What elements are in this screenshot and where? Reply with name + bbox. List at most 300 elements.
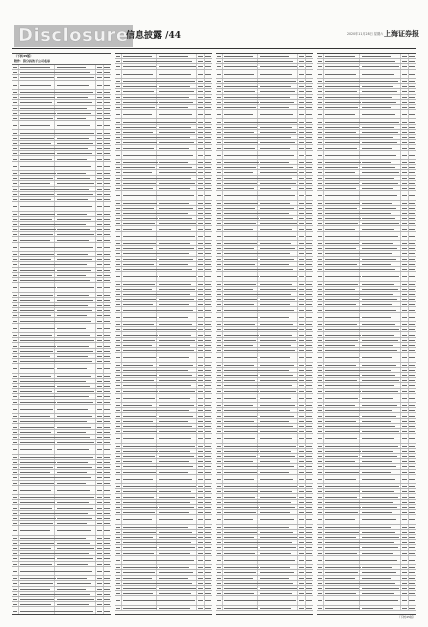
cell-text xyxy=(306,370,312,371)
table-cell-divider xyxy=(121,459,122,463)
cell-text xyxy=(13,356,17,357)
table-cell-divider xyxy=(18,470,19,474)
table-cell-divider xyxy=(222,211,223,215)
cell-text xyxy=(97,108,102,109)
table-row xyxy=(115,606,212,611)
cell-text xyxy=(362,479,396,480)
cell-text xyxy=(362,426,396,427)
cell-text xyxy=(224,107,256,108)
cell-text xyxy=(409,560,415,561)
cell-text xyxy=(217,253,221,254)
table-cell-divider xyxy=(323,494,324,498)
cell-text xyxy=(306,148,312,149)
table-cell-divider xyxy=(323,322,324,326)
cell-text xyxy=(299,223,304,224)
table-cell-divider xyxy=(54,424,55,428)
table-cell-divider xyxy=(222,591,223,595)
cell-text xyxy=(205,421,211,422)
cell-text xyxy=(299,178,304,179)
cell-text xyxy=(198,229,203,230)
cell-text xyxy=(409,317,415,318)
table-cell-divider xyxy=(222,262,223,266)
table-cell-divider xyxy=(359,510,360,514)
cell-text xyxy=(205,218,211,219)
table-cell-divider xyxy=(323,59,324,63)
cell-text xyxy=(97,315,102,316)
cell-text xyxy=(198,183,203,184)
cell-text xyxy=(260,405,295,406)
cell-text xyxy=(116,183,120,184)
cell-text xyxy=(224,66,257,67)
table-cell-divider xyxy=(18,324,19,332)
cell-text xyxy=(402,507,407,508)
cell-text xyxy=(159,572,193,573)
table-cell-divider xyxy=(222,540,223,544)
cell-text xyxy=(198,345,203,346)
table-cell-divider xyxy=(257,206,258,210)
cell-text xyxy=(116,284,120,285)
table-row xyxy=(317,596,416,605)
cell-text xyxy=(57,259,93,260)
cell-text xyxy=(13,416,17,417)
table-cell-divider xyxy=(54,486,55,494)
cell-text xyxy=(116,74,120,75)
cell-text xyxy=(159,438,191,439)
cell-text xyxy=(409,142,415,143)
cell-text xyxy=(205,385,211,386)
table-cell-divider xyxy=(54,526,55,534)
table-cell-divider xyxy=(257,282,258,286)
cell-text xyxy=(306,416,312,417)
cell-text xyxy=(104,240,110,241)
cell-text xyxy=(325,479,356,480)
cell-text xyxy=(325,593,356,594)
table-cell-divider xyxy=(121,565,122,569)
table-cell-divider xyxy=(54,136,55,140)
cell-text xyxy=(198,593,203,594)
cell-text xyxy=(362,132,399,133)
cell-text xyxy=(97,214,102,215)
table-row xyxy=(216,556,313,565)
cell-text xyxy=(198,410,203,411)
cell-text xyxy=(299,122,304,123)
table-cell-divider xyxy=(18,156,19,160)
cell-text xyxy=(20,361,57,362)
cell-text xyxy=(318,81,322,82)
cell-text xyxy=(104,295,110,296)
cell-text xyxy=(299,253,304,254)
table-cell-divider xyxy=(156,105,157,109)
cell-text xyxy=(299,421,304,422)
cell-text xyxy=(325,578,355,579)
cell-text xyxy=(325,61,362,62)
cell-text xyxy=(123,162,158,163)
cell-text xyxy=(123,253,160,254)
table-cell-divider xyxy=(156,64,157,68)
cell-text xyxy=(402,578,407,579)
cell-text xyxy=(159,294,190,295)
cell-text xyxy=(13,229,17,230)
table-cell-divider xyxy=(323,576,324,580)
cell-text xyxy=(198,81,203,82)
table-cell-divider xyxy=(359,475,360,483)
cell-text xyxy=(299,127,304,128)
table-cell-divider xyxy=(54,414,55,418)
cell-text xyxy=(318,195,322,196)
table-cell-divider xyxy=(323,591,324,595)
cell-text xyxy=(159,208,193,209)
table-cell-divider xyxy=(121,419,122,423)
cell-text xyxy=(260,519,294,520)
cell-text xyxy=(299,365,304,366)
cell-text xyxy=(362,269,396,270)
cell-text xyxy=(318,345,322,346)
table-cell-divider xyxy=(323,540,324,544)
cell-text xyxy=(217,97,221,98)
table-row xyxy=(12,243,111,252)
cell-text xyxy=(409,405,415,406)
cell-text xyxy=(362,350,398,351)
table-cell-divider xyxy=(54,217,55,221)
cell-text xyxy=(224,542,261,543)
cell-text xyxy=(198,299,203,300)
cell-text xyxy=(299,600,304,601)
table-cell-divider xyxy=(222,221,223,225)
table-cell-divider xyxy=(18,303,19,307)
cell-text xyxy=(159,491,191,492)
table-cell-divider xyxy=(257,576,258,580)
cell-text xyxy=(306,294,312,295)
cell-text xyxy=(205,350,211,351)
cell-text xyxy=(104,416,110,417)
cell-text xyxy=(104,457,110,458)
cell-text xyxy=(325,398,358,399)
table-cell-divider xyxy=(222,297,223,301)
cell-text xyxy=(325,142,360,143)
table-cell-divider xyxy=(323,489,324,493)
cell-text xyxy=(20,604,51,605)
cell-text xyxy=(260,264,289,265)
cell-text xyxy=(123,567,158,568)
table-cell-divider xyxy=(18,298,19,302)
table-cell-divider xyxy=(323,165,324,169)
table-cell-divider xyxy=(222,565,223,569)
table-column-1 xyxy=(12,53,111,615)
cell-text xyxy=(205,66,211,67)
cell-text xyxy=(260,512,290,513)
table-cell-divider xyxy=(222,322,223,326)
table-cell-divider xyxy=(54,562,55,566)
cell-text xyxy=(20,178,53,179)
cell-text xyxy=(20,335,52,336)
cell-text xyxy=(217,299,221,300)
cell-text xyxy=(362,299,398,300)
cell-text xyxy=(123,578,152,579)
cell-text xyxy=(409,218,415,219)
cell-text xyxy=(57,497,95,498)
cell-text xyxy=(104,166,110,167)
table-row xyxy=(216,313,313,322)
table-cell-divider xyxy=(323,95,324,99)
cell-text xyxy=(159,218,192,219)
cell-text xyxy=(217,137,221,138)
cell-text xyxy=(402,162,407,163)
table-cell-divider xyxy=(121,348,122,352)
cell-text xyxy=(116,132,120,133)
cell-text xyxy=(260,391,296,392)
cell-text xyxy=(217,451,221,452)
cell-text xyxy=(13,108,17,109)
cell-text xyxy=(20,143,51,144)
cell-text xyxy=(224,335,259,336)
table-cell-divider xyxy=(359,434,360,442)
cell-text xyxy=(20,310,54,311)
cell-text xyxy=(318,317,322,318)
cell-text xyxy=(260,446,296,447)
cell-text xyxy=(198,385,203,386)
cell-text xyxy=(217,223,221,224)
cell-text xyxy=(260,553,291,554)
table-row xyxy=(216,515,313,524)
cell-text xyxy=(402,218,407,219)
cell-text xyxy=(205,81,211,82)
table-cell-divider xyxy=(359,413,360,417)
cell-text xyxy=(57,143,94,144)
cell-text xyxy=(306,502,312,503)
cell-text xyxy=(402,114,407,115)
cell-text xyxy=(402,188,407,189)
cell-text xyxy=(205,588,211,589)
cell-text xyxy=(299,345,304,346)
cell-text xyxy=(104,523,110,524)
table-cell-divider xyxy=(156,241,157,245)
cell-text xyxy=(116,370,120,371)
cell-text xyxy=(402,385,407,386)
cell-text xyxy=(159,416,193,417)
cell-text xyxy=(205,572,211,573)
cell-text xyxy=(116,365,120,366)
cell-text xyxy=(318,472,322,473)
cell-text xyxy=(402,276,407,277)
cell-text xyxy=(299,142,304,143)
cell-text xyxy=(224,243,257,244)
cell-text xyxy=(299,588,304,589)
cell-text xyxy=(123,486,160,487)
cell-text xyxy=(57,594,91,595)
table-cell-divider xyxy=(222,394,223,402)
cell-text xyxy=(20,199,51,200)
cell-text xyxy=(325,335,361,336)
cell-text xyxy=(306,329,312,330)
cell-text xyxy=(13,183,17,184)
cell-text xyxy=(159,340,195,341)
cell-text xyxy=(224,451,259,452)
cell-text xyxy=(260,310,294,311)
cell-text xyxy=(104,264,110,265)
cell-text xyxy=(123,223,155,224)
paper-name: 上海证券报 xyxy=(384,29,419,38)
cell-text xyxy=(318,350,322,351)
cell-text xyxy=(260,213,289,214)
cell-text xyxy=(57,138,90,139)
table-cell-divider xyxy=(54,349,55,353)
table-cell-divider xyxy=(257,170,258,174)
cell-text xyxy=(306,195,312,196)
cell-text xyxy=(217,188,221,189)
cell-text xyxy=(104,477,110,478)
cell-text xyxy=(198,310,203,311)
cell-text xyxy=(123,491,157,492)
cell-text xyxy=(306,203,312,204)
cell-text xyxy=(20,583,53,584)
cell-text xyxy=(362,438,395,439)
cell-text xyxy=(318,438,322,439)
table-cell-divider xyxy=(257,246,258,250)
cell-text xyxy=(104,92,110,93)
cell-text xyxy=(299,229,304,230)
cell-text xyxy=(198,405,203,406)
cell-text xyxy=(402,375,407,376)
cell-text xyxy=(205,195,211,196)
cell-text xyxy=(299,542,304,543)
table-cell-divider xyxy=(121,64,122,68)
table-row xyxy=(12,526,111,535)
cell-text xyxy=(217,472,221,473)
table-cell-divider xyxy=(323,459,324,463)
cell-text xyxy=(198,289,203,290)
cell-text xyxy=(260,380,297,381)
cell-text xyxy=(325,218,361,219)
cell-text xyxy=(116,223,120,224)
cell-text xyxy=(198,248,203,249)
table-cell-divider xyxy=(323,176,324,180)
cell-text xyxy=(57,442,95,443)
cell-text xyxy=(13,153,17,154)
cell-text xyxy=(402,317,407,318)
cell-text xyxy=(97,578,102,579)
cell-text xyxy=(306,537,312,538)
table-cell-divider xyxy=(156,181,157,185)
table-cell-divider xyxy=(18,232,19,236)
cell-text xyxy=(260,259,294,260)
cell-text xyxy=(123,213,161,214)
cell-text xyxy=(198,172,203,173)
table-cell-divider xyxy=(257,322,258,326)
cell-text xyxy=(57,553,90,554)
cell-text xyxy=(20,264,58,265)
cell-text xyxy=(205,317,211,318)
cell-text xyxy=(306,380,312,381)
table-cell-divider xyxy=(222,332,223,336)
table-cell-divider xyxy=(257,394,258,402)
cell-text xyxy=(205,310,211,311)
cell-text xyxy=(13,340,17,341)
cell-text xyxy=(362,276,400,277)
table-rows xyxy=(216,54,313,611)
table-cell-divider xyxy=(222,186,223,190)
cell-text xyxy=(318,218,322,219)
cell-text xyxy=(306,56,312,57)
cell-text xyxy=(402,178,407,179)
cell-text xyxy=(409,532,415,533)
cell-text xyxy=(325,537,356,538)
cell-text xyxy=(116,213,120,214)
cell-text xyxy=(13,214,17,215)
cell-text xyxy=(306,600,312,601)
cell-text xyxy=(362,345,394,346)
table-cell-divider xyxy=(222,454,223,458)
cell-text xyxy=(325,502,364,503)
table-cell-divider xyxy=(54,597,55,601)
cell-text xyxy=(104,118,110,119)
cell-text xyxy=(97,270,102,271)
cell-text xyxy=(13,259,17,260)
cell-text xyxy=(57,300,94,301)
cell-text xyxy=(409,357,415,358)
cell-text xyxy=(217,547,221,548)
cell-text xyxy=(224,86,258,87)
cell-text xyxy=(409,512,415,513)
cell-text xyxy=(217,61,221,62)
cell-text xyxy=(159,213,188,214)
cell-text xyxy=(20,508,52,509)
cell-text xyxy=(198,317,203,318)
cell-text xyxy=(205,466,211,467)
cell-text xyxy=(104,224,110,225)
table-cell-divider xyxy=(18,283,19,291)
cell-text xyxy=(299,188,304,189)
cell-text xyxy=(20,346,56,347)
cell-text xyxy=(57,340,95,341)
cell-text xyxy=(205,162,211,163)
cell-text xyxy=(362,259,397,260)
cell-text xyxy=(97,300,102,301)
cell-text xyxy=(306,299,312,300)
cell-text xyxy=(20,340,59,341)
table-cell-divider xyxy=(54,470,55,474)
cell-text xyxy=(318,431,322,432)
cell-text xyxy=(159,527,188,528)
cell-text xyxy=(198,167,203,168)
cell-text xyxy=(362,148,393,149)
cell-text xyxy=(325,405,355,406)
cell-text xyxy=(325,608,360,609)
table-cell-divider xyxy=(323,100,324,104)
cell-text xyxy=(362,560,398,561)
table-cell-divider xyxy=(18,136,19,140)
cell-text xyxy=(20,356,50,357)
cell-text xyxy=(116,380,120,381)
cell-text xyxy=(57,523,88,524)
cell-text xyxy=(159,66,196,67)
cell-text xyxy=(198,572,203,573)
cell-text xyxy=(318,213,322,214)
table-cell-divider xyxy=(18,394,19,398)
cell-text xyxy=(409,479,415,480)
cell-text xyxy=(306,127,312,128)
cell-text xyxy=(362,304,393,305)
cell-text xyxy=(57,85,90,86)
cell-text xyxy=(205,357,211,358)
table-cell-divider xyxy=(323,363,324,367)
cell-text xyxy=(20,483,54,484)
table-cell-divider xyxy=(359,54,360,58)
cell-text xyxy=(306,491,312,492)
cell-text xyxy=(224,317,258,318)
table-cell-divider xyxy=(323,565,324,569)
table-row xyxy=(216,272,313,281)
cell-text xyxy=(198,391,203,392)
